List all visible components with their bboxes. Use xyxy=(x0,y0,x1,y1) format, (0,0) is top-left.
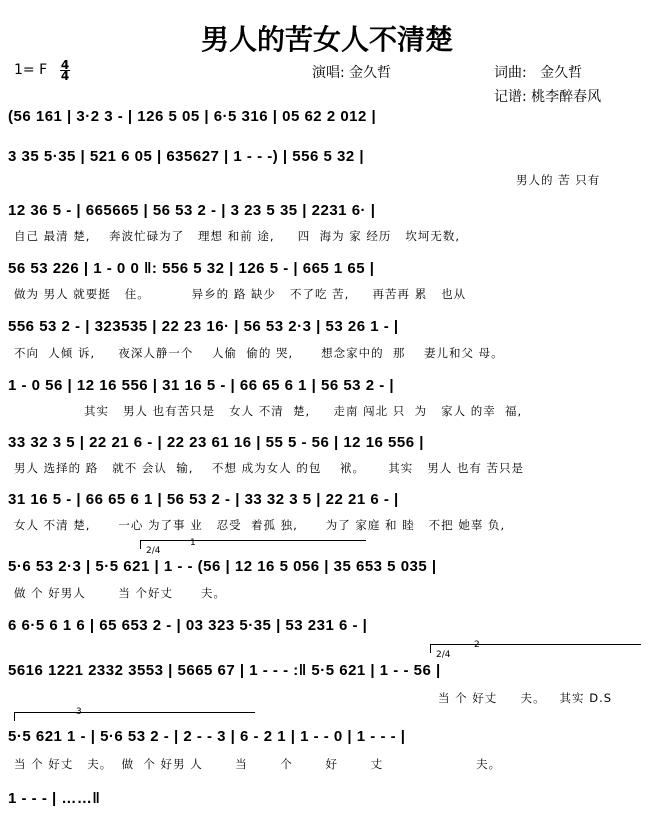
lyric-line-11: 当 个 好丈 夫。 其实 D.S xyxy=(438,691,613,705)
volta-bracket-1 xyxy=(140,540,366,549)
lyric-line-4: 做为 男人 就要挺 住。 异乡的 路 缺少 不了吃 苦, 再苦再 累 也从 xyxy=(14,287,467,301)
lyric-line-12: 当 个 好丈 夫。 做 个 好男 人 当 个 好 丈 夫。 xyxy=(14,757,502,771)
score-line-9: 5·6 53 2·3 | 5·5 621 | 1 - - (56 | 12 16 5 056 | 35 653 5 035 | xyxy=(8,558,437,575)
volta-bracket-3 xyxy=(14,712,255,721)
lyric-line-3: 自己 最清 楚, 奔波忙碌为了 理想 和前 途, 四 海为 家 经历 坎坷无数, xyxy=(14,229,461,243)
score-line-12: 5·5 621 1 - | 5·6 53 2 - | 2 - - 3 | 6 - 2 1 | 1 - - 0 | 1 - - - | xyxy=(8,728,406,745)
volta-number-2: 2 xyxy=(474,640,480,650)
lyric-line-5: 不向 人倾 诉, 夜深人静一个 人偷 偷的 哭, 想念家中的 那 妻儿和父 母。 xyxy=(14,346,504,360)
score-line-3: 12 36 5 - | 665665 | 56 53 2 - | 3 23 5 35 | 2231 6· | xyxy=(8,202,376,219)
score-line-7: 33 32 3 5 | 22 21 6 - | 22 23 61 16 | 55 5 - 56 | 12 16 556 | xyxy=(8,434,424,451)
time-bottom: 4 xyxy=(60,69,70,83)
volta-number-3: 3 xyxy=(76,707,82,717)
score-line-11: 5616 1221 2332 3553 | 5665 67 | 1 - - - :‖ 5·5 621 | 1 - - 56 | xyxy=(8,662,441,679)
score-line-4: 56 53 226 | 1 - 0 0 ‖: 556 5 32 | 126 5 - | 665 1 65 | xyxy=(8,260,375,277)
score-line-10: 6 6·5 6 1 6 | 65 653 2 - | 03 323 5·35 | 53 231 6 - | xyxy=(8,617,368,634)
lyric-line-2: 男人的 苦 只有 xyxy=(516,173,601,187)
meter-change-1: 2/4 xyxy=(146,546,161,556)
lyric-line-8: 女人 不清 楚, 一心 为了事 业 忍受 着孤 独, 为了 家庭 和 睦 不把 她辜 负, xyxy=(14,518,506,532)
volta-number-1: 1 xyxy=(190,538,196,548)
score-line-5: 556 53 2 - | 323535 | 22 23 16· | 56 53 2·3 | 53 26 1 - | xyxy=(8,318,399,335)
lyric-line-6: 其实 男人 也有苦只是 女人 不清 楚, 走南 闯北 只 为 家人 的幸 福, xyxy=(84,404,523,418)
singer-credit: 演唱: 金久哲 xyxy=(312,65,392,81)
score-line-13: 1 - - - | ……‖ xyxy=(8,790,101,807)
composer-credit: 词曲: 金久哲 xyxy=(494,65,583,81)
time-signature xyxy=(60,60,70,81)
time-top: 4 xyxy=(60,58,70,72)
lyric-line-7: 男人 选择的 路 就不 会认 输, 不想 成为女人 的包 袱。 其实 男人 也有 苦只是 xyxy=(14,461,525,475)
song-title: 男人的苦女人不清楚 xyxy=(200,23,453,56)
score-line-2: 3 35 5·35 | 521 6 05 | 635627 | 1 - - -) | 556 5 32 | xyxy=(8,148,365,165)
transcriber-credit: 记谱: 桃李醉春风 xyxy=(494,89,602,105)
score-line-8: 31 16 5 - | 66 65 6 1 | 56 53 2 - | 33 32 3 5 | 22 21 6 - | xyxy=(8,491,399,508)
score-line-6: 1 - 0 56 | 12 16 556 | 31 16 5 - | 66 65 6 1 | 56 53 2 - | xyxy=(8,377,395,394)
volta-bracket-2 xyxy=(430,644,641,653)
lyric-line-9: 做 个 好男人 当 个好丈 夫。 xyxy=(14,586,226,600)
meter-change-2: 2/4 xyxy=(436,650,451,660)
key-signature: 1= F xyxy=(14,62,48,78)
score-line-1: (56 161 | 3·2 3 - | 126 5 05 | 6·5 316 | 05 62 2 012 | xyxy=(8,108,377,125)
